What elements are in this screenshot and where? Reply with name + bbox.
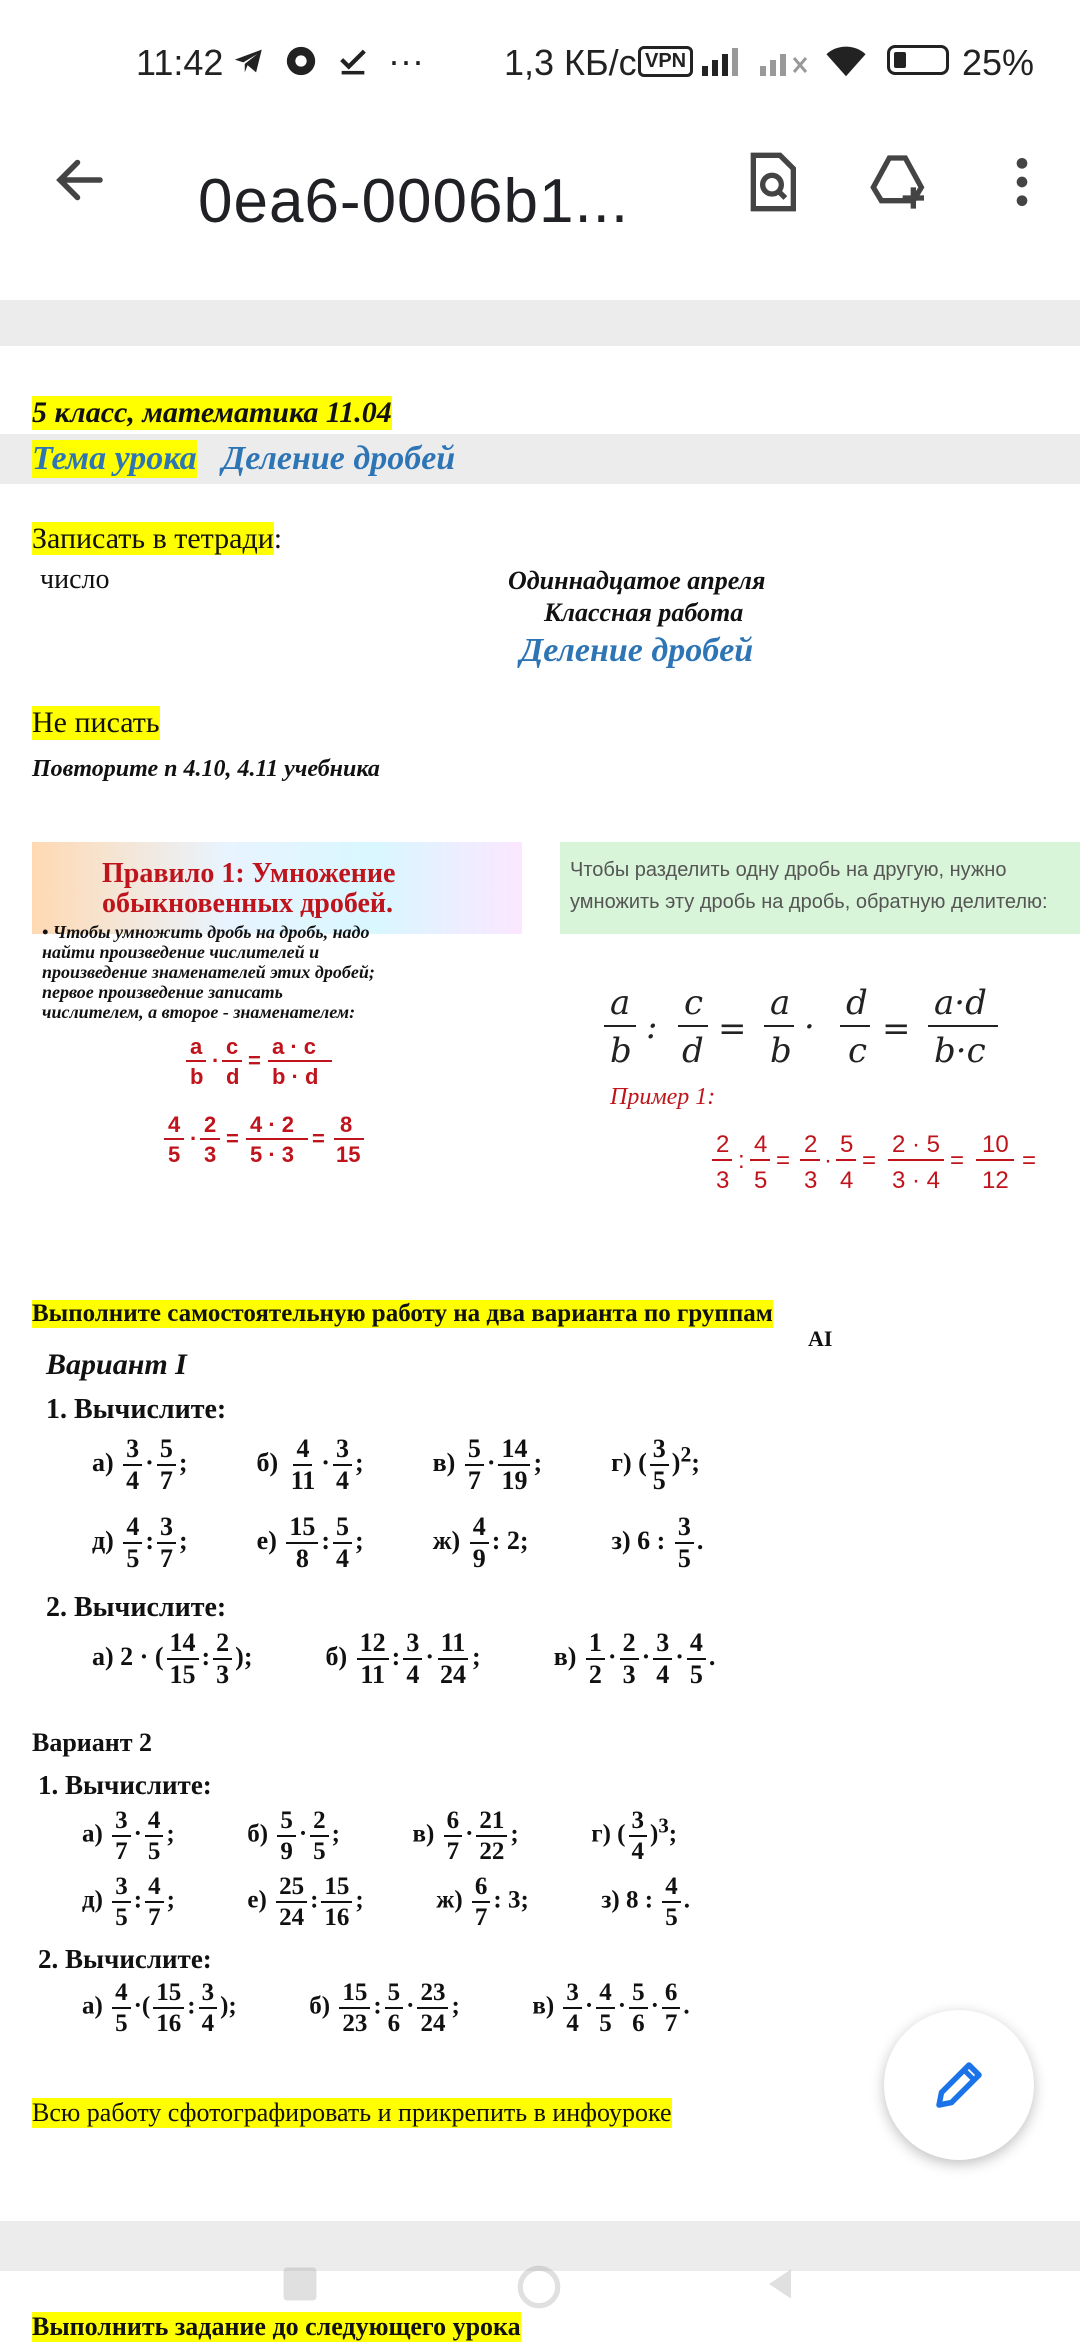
rule-title-2: обыкновенных дробей. (102, 888, 394, 919)
photo-instruction: Всю работу сфотографировать и прикрепить в инфоуроке (32, 2098, 672, 2127)
more-notifications: ··· (388, 40, 424, 81)
v2-task2-heading: 2. Вычислите: (38, 1944, 212, 1974)
signal-icons (702, 44, 868, 78)
download-done-icon (336, 44, 370, 78)
svg-text:5 · 3: 5 · 3 (250, 1142, 295, 1167)
back-arrow-icon[interactable] (50, 150, 110, 210)
svg-text:a: a (770, 983, 791, 1023)
svg-text:2 · 5: 2 · 5 (892, 1131, 941, 1158)
corner-mark: АІ (808, 1326, 833, 1351)
svg-text:10: 10 (982, 1131, 1009, 1158)
rule-image (32, 842, 522, 1172)
svg-text:4: 4 (168, 1112, 181, 1137)
example-label: Пример 1: (610, 1084, 716, 1110)
svg-text::: : (738, 1147, 745, 1174)
v2-task1-heading: 1. Вычислите: (38, 1770, 212, 1800)
svg-text:=: = (776, 1147, 791, 1174)
variant1-title: Вариант I (46, 1348, 187, 1381)
vpn-badge: VPN (638, 46, 693, 77)
repeat-paragraph: Повторите п 4.10, 4.11 учебника (32, 756, 380, 782)
number-label: число (40, 564, 110, 595)
svg-text:3: 3 (804, 1167, 818, 1194)
svg-text:=: = (718, 1009, 747, 1049)
battery-icon (887, 45, 949, 75)
svg-text:·: · (190, 1126, 198, 1151)
svg-text:·: · (212, 1048, 220, 1073)
recent-apps-icon[interactable] (278, 2262, 322, 2306)
division-formula (600, 978, 1020, 1078)
task-instruction: Выполните самостоятельную работу на два варианта по группам (32, 1300, 773, 1327)
rule-title-1: Правило 1: Умножение (102, 858, 396, 889)
svg-text:a: a (190, 1034, 203, 1059)
signal-icon (702, 46, 746, 76)
svg-text:2: 2 (804, 1131, 818, 1158)
page-gap (0, 300, 1080, 346)
svg-text:3: 3 (204, 1142, 217, 1167)
edit-fab-button[interactable] (884, 2010, 1034, 2160)
svg-text:5: 5 (168, 1142, 181, 1167)
svg-text:b: b (190, 1064, 204, 1089)
svg-text:2: 2 (716, 1131, 730, 1158)
svg-text:=: = (862, 1147, 877, 1174)
lesson-title: Деление дробей (520, 632, 754, 669)
svg-text:3: 3 (716, 1167, 730, 1194)
svg-text:a: a (610, 983, 631, 1023)
svg-text:=: = (1022, 1147, 1037, 1174)
write-in-notebook: Записать в тетради: (32, 522, 283, 555)
svg-text:d: d (682, 1031, 704, 1071)
next-lesson-instruction: Выполнить задание до следующего урока (32, 2312, 521, 2341)
svg-text:d: d (846, 983, 868, 1023)
status-bar (0, 0, 1080, 120)
svg-text:5: 5 (840, 1131, 854, 1158)
network-speed: 1,3 КБ/с (504, 42, 637, 83)
svg-text:8: 8 (340, 1112, 353, 1137)
rule-text-1: • Чтобы умножить дробь на дробь, надо (42, 922, 370, 942)
rule-formula-example (162, 1106, 402, 1176)
add-to-drive-icon[interactable] (868, 150, 932, 214)
svg-text:=: = (950, 1147, 965, 1174)
app-bar (0, 120, 1080, 300)
svg-text:·: · (804, 1007, 815, 1047)
svg-text:a · c: a · c (272, 1034, 317, 1059)
no-write-label: Не писать (32, 706, 160, 739)
v2-task2-row: а) $\frac{4}{5}$ ·( $\frac{15}{16}$ : $\frac{3}{4}$ ); б) $\frac{15}{23}$ : $\frac{5}{6}$ · $\frac{23}{24}$ ; в) $\frac{3}{4}$ · $\frac{4}{5}$ · $\frac{5}{6}$ · $\frac{6}{7}$ . (82, 1979, 690, 2037)
document-page (0, 346, 1080, 2221)
class-subject-line: 5 класс, математика 11.04 (32, 396, 392, 429)
telegram-icon (232, 44, 266, 78)
rule-text-5: числителем, а второе - знаменателем: (42, 1002, 356, 1022)
v1-task1-row1: а) $\frac{3}{4}$ · $\frac{5}{7}$ ; б) $\frac{4}{11}$ · $\frac{3}{4}$ ; в) $\frac{5}{7}$ · $\frac{14}{19}$ ; г) ( $\frac{3}{5}$ )$^2$; (92, 1434, 700, 1495)
svg-text:=: = (226, 1126, 239, 1151)
svg-text:b · d: b · d (272, 1064, 319, 1089)
v1-task2-heading: 2. Вычислите: (46, 1592, 227, 1623)
svg-text:c: c (848, 1031, 868, 1071)
svg-text:4 · 2: 4 · 2 (250, 1112, 295, 1137)
svg-text:=: = (882, 1009, 911, 1049)
pencil-icon (929, 2055, 989, 2115)
battery-percent: 25% (962, 42, 1035, 83)
v2-task1-row1: а) $\frac{3}{7}$ · $\frac{4}{5}$ ; б) $\frac{5}{9}$ · $\frac{2}{5}$ ; в) $\frac{6}{7}$ · $\frac{21}{22}$ ; г) ( $\frac{3}{4}$ )$^3$; (82, 1807, 678, 1865)
v1-task1-row2: д) $\frac{4}{5}$ : $\frac{3}{7}$ ; е) $\frac{15}{8}$ : $\frac{5}{4}$ ; ж) $\frac{4}{9}$ : 2; з) 6 : $\frac{3}{5}$ . (92, 1512, 704, 1573)
svg-text:4: 4 (754, 1131, 768, 1158)
svg-text:5: 5 (754, 1167, 768, 1194)
svg-text:=: = (312, 1126, 325, 1151)
rule-text-3: произведение знаменателей этих дробей; (42, 962, 375, 982)
date-line: Одиннадцатое апреля (508, 566, 766, 595)
svg-text:2: 2 (204, 1112, 217, 1137)
document-title: 0ea6-0006b1... (198, 167, 630, 236)
v2-task1-row2: д) $\frac{3}{5}$ : $\frac{4}{7}$ ; е) $\frac{25}{24}$ : $\frac{15}{16}$ ; ж) $\frac{6}{7}$ : 3; з) 8 : $\frac{4}{5}$ . (82, 1873, 691, 1931)
svg-text:b: b (610, 1031, 632, 1071)
division-example (712, 1122, 1080, 1202)
status-time: 11:42 (136, 42, 224, 83)
v1-task2-row: а) 2 · ( $\frac{14}{15}$ : $\frac{2}{3}$ ); б) $\frac{12}{11}$ : $\frac{3}{4}$ · $\frac{11}{24}$ ; в) $\frac{1}{2}$ · $\frac{2}{3}$ · $\frac{3}{4}$ · $\frac{4}{5}$ . (92, 1628, 716, 1689)
home-icon[interactable] (514, 2262, 564, 2312)
svg-text:c: c (226, 1034, 239, 1059)
nav-back-icon[interactable] (758, 2262, 802, 2306)
svg-text:=: = (248, 1048, 261, 1073)
svg-text:d: d (226, 1064, 240, 1089)
svg-text:12: 12 (982, 1167, 1009, 1194)
rule-formula-general (182, 1028, 382, 1098)
rule-text-2: найти произведение числителей и (42, 942, 320, 962)
class-work-line: Классная работа (544, 598, 744, 627)
variant2-title: Вариант 2 (32, 1728, 153, 1757)
svg-text:b: b (770, 1031, 792, 1071)
search-document-icon[interactable] (740, 150, 804, 214)
signal-2-icon (760, 46, 810, 76)
division-rule-box: Чтобы разделить одну дробь на другую, нужно умножить эту дробь на дробь, обратную делителю: (560, 842, 1080, 934)
more-options-icon[interactable] (990, 150, 1054, 214)
svg-text:a·d: a·d (934, 983, 987, 1023)
svg-text:15: 15 (336, 1142, 361, 1167)
svg-text:·: · (824, 1147, 832, 1174)
svg-text:4: 4 (840, 1167, 854, 1194)
topic-label: Тема урока (32, 440, 197, 477)
notification-icons (232, 40, 424, 82)
wifi-icon (824, 44, 868, 78)
svg-text::: : (646, 1007, 658, 1047)
svg-text:3 · 4: 3 · 4 (892, 1167, 941, 1194)
topic-value: Деление дробей (222, 440, 456, 477)
v1-task1-heading: 1. Вычислите: (46, 1394, 227, 1425)
svg-text:b·c: b·c (934, 1031, 986, 1071)
svg-text:c: c (684, 983, 704, 1023)
rule-text-4: первое произведение записать (42, 982, 283, 1002)
chrome-icon (284, 44, 318, 78)
